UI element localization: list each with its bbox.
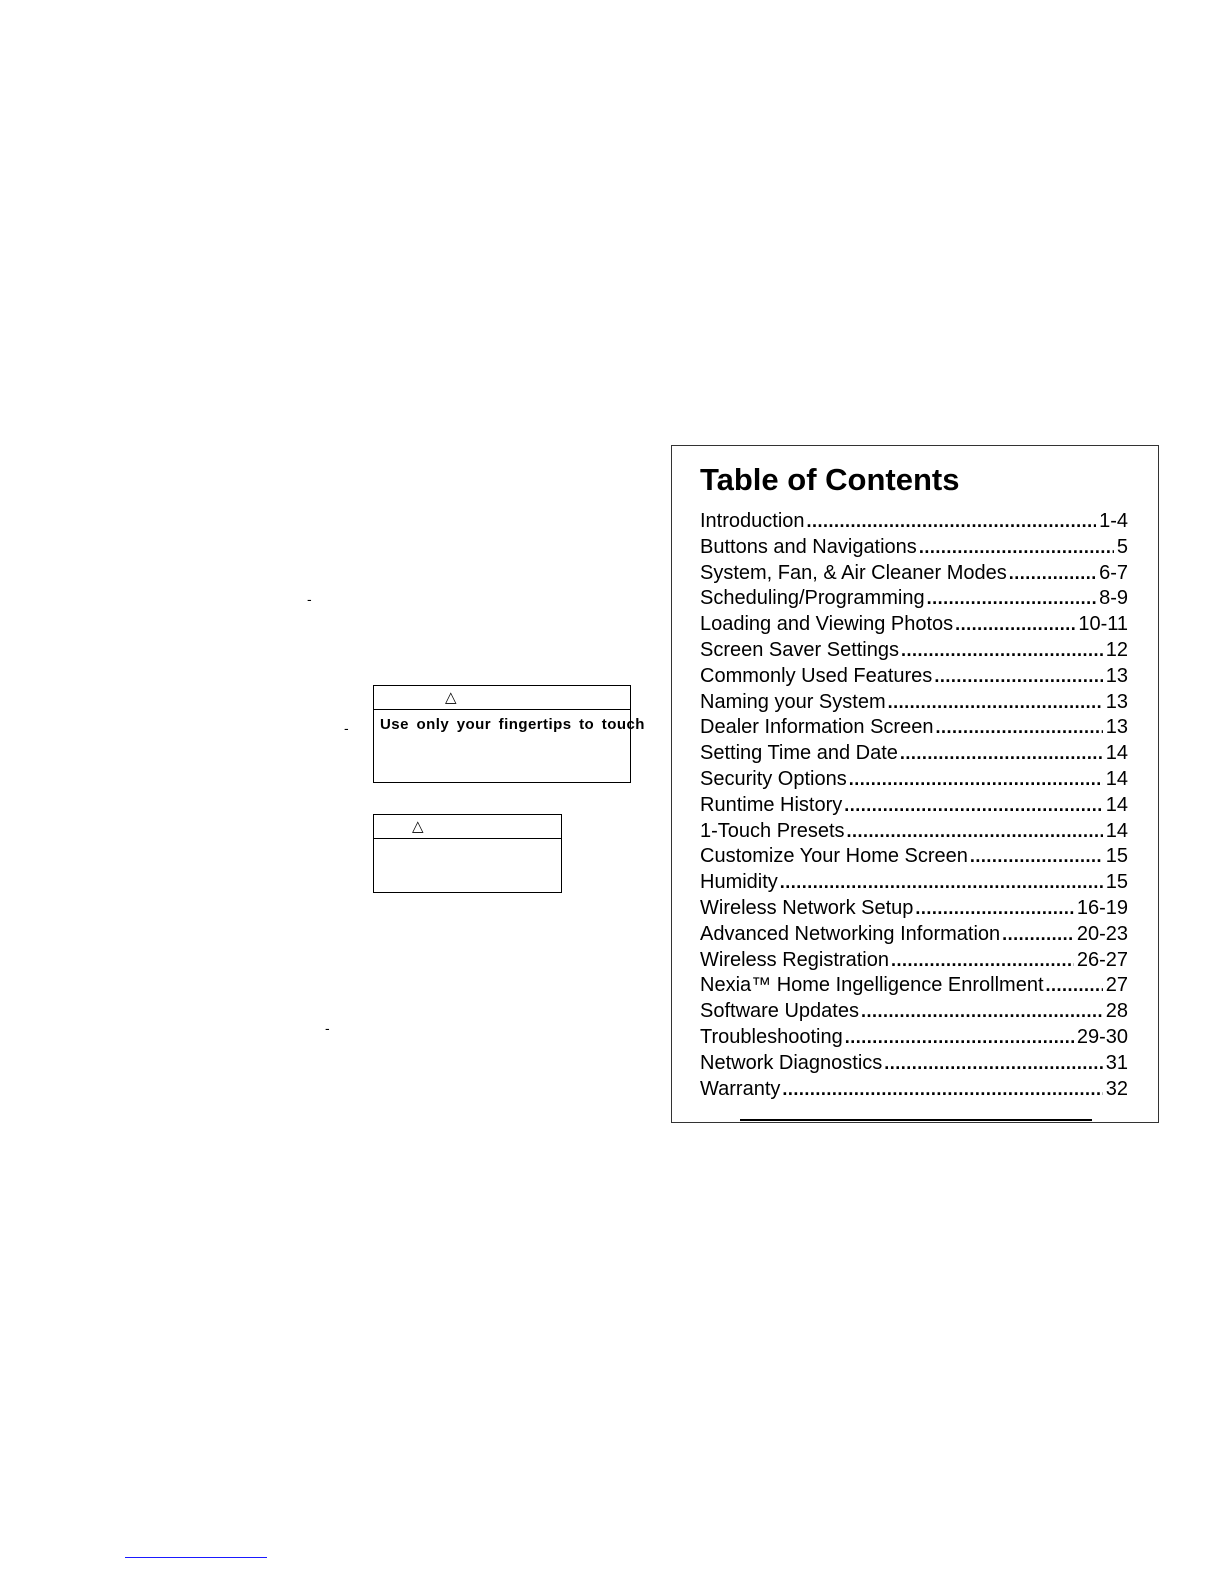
toc-entry (700, 922, 1128, 948)
toc-entry (700, 715, 1128, 741)
toc-entry (700, 586, 1128, 612)
margin-mark: - (325, 1020, 330, 1036)
toc-entry (700, 1077, 1128, 1103)
toc-entry-page: 5 (1116, 535, 1128, 558)
caution-box (373, 814, 562, 893)
toc-leader-dots (935, 715, 1102, 741)
toc-entry-label: 1-Touch Presets (700, 819, 845, 842)
toc-leader-dots (970, 844, 1103, 870)
toc-entry (700, 535, 1128, 561)
toc-entry-label: System, Fan, & Air Cleaner Modes (700, 561, 1007, 584)
toc-entry-page: 32 (1105, 1077, 1128, 1100)
toc-entry-page: 13 (1105, 664, 1128, 687)
toc-entry-label: Scheduling/Programming (700, 587, 925, 610)
toc-entry-page: 14 (1105, 819, 1128, 842)
margin-mark: - (344, 720, 349, 736)
toc-leader-dots (849, 767, 1103, 793)
caution-text (374, 839, 561, 845)
toc-entry-page: 8-9 (1099, 587, 1128, 610)
toc-entry (700, 690, 1128, 716)
toc-entry (700, 638, 1128, 664)
toc-leader-dots (955, 612, 1075, 638)
toc-entry-page: 10-11 (1078, 613, 1128, 636)
toc-leader-dots (900, 741, 1103, 767)
toc-entry (700, 741, 1128, 767)
warning-box (373, 685, 645, 783)
toc-entry (700, 819, 1128, 845)
toc-leader-dots (1002, 922, 1074, 948)
toc-entry (700, 509, 1128, 535)
toc-entry-page: 16-19 (1076, 896, 1128, 919)
toc-leader-dots (844, 793, 1102, 819)
toc-entry-page: 15 (1105, 845, 1128, 868)
toc-entry (700, 948, 1128, 974)
toc-entry-label: Security Options (700, 767, 847, 790)
toc-entry (700, 1051, 1128, 1077)
toc-entry-page: 14 (1105, 742, 1128, 765)
toc-entry-label: Dealer Information Screen (700, 716, 934, 739)
toc-entry (700, 1025, 1128, 1051)
toc-leader-dots (888, 690, 1103, 716)
toc-leader-dots (1046, 973, 1103, 999)
caution-header (374, 815, 561, 839)
toc-title: Table of Contents (700, 462, 960, 497)
toc-entry-label: Naming your System (700, 690, 886, 713)
toc-entry (700, 793, 1128, 819)
toc-entry-page: 14 (1105, 793, 1128, 816)
toc-entry-label: Software Updates (700, 1000, 859, 1023)
toc-leader-dots (934, 664, 1102, 690)
toc-leader-dots (782, 1077, 1102, 1103)
toc-entry-label: Screen Saver Settings (700, 638, 899, 661)
toc-entry (700, 664, 1128, 690)
toc-entry-page: 6-7 (1099, 561, 1128, 584)
toc-leader-dots (1009, 561, 1096, 587)
toc-entry-page: 15 (1105, 871, 1128, 894)
toc-leader-dots (845, 1025, 1074, 1051)
toc-entry-page: 12 (1105, 638, 1128, 661)
toc-entry-page: 28 (1105, 1000, 1128, 1023)
toc-entry-label: Humidity (700, 871, 778, 894)
toc-entry (700, 844, 1128, 870)
toc-entry-page: 31 (1105, 1051, 1128, 1074)
toc-entry-page: 29-30 (1076, 1025, 1128, 1048)
toc-leader-dots (847, 819, 1103, 845)
table-of-contents (671, 445, 1159, 1123)
toc-leader-dots (807, 509, 1097, 535)
toc-entry-label: Nexia™ Home Ingelligence Enrollment (700, 974, 1044, 997)
toc-entry (700, 767, 1128, 793)
toc-entry (700, 561, 1128, 587)
toc-entry-page: 13 (1105, 716, 1128, 739)
toc-entry-label: Network Diagnostics (700, 1051, 883, 1074)
toc-entry-page: 26-27 (1076, 948, 1128, 971)
toc-entry (700, 973, 1128, 999)
margin-mark: - (307, 591, 312, 607)
toc-leader-dots (927, 586, 1097, 612)
footer-rule (125, 1557, 267, 1558)
toc-entry-label: Advanced Networking Information (700, 922, 1001, 945)
toc-entry-label: Loading and Viewing Photos (700, 613, 954, 636)
toc-entry-label: Wireless Network Setup (700, 896, 914, 919)
toc-entry-page: 20-23 (1076, 922, 1128, 945)
toc-leader-dots (901, 638, 1103, 664)
toc-leader-dots (915, 896, 1073, 922)
toc-entry-label: Customize Your Home Screen (700, 845, 968, 868)
toc-entry (700, 999, 1128, 1025)
toc-entry-label: Introduction (700, 510, 805, 532)
toc-entry-label: Setting Time and Date (700, 742, 898, 765)
toc-entry (700, 870, 1128, 896)
toc-entry-label: Warranty (700, 1077, 781, 1100)
warning-text: Use only your fingertips to touch (380, 716, 645, 733)
toc-leader-dots (861, 999, 1103, 1025)
toc-entry-label: Buttons and Navigations (700, 535, 917, 558)
toc-entry-label: Wireless Registration (700, 948, 889, 971)
toc-entry-label: Troubleshooting (700, 1025, 843, 1048)
toc-entry (700, 896, 1128, 922)
toc-leader-dots (884, 1051, 1102, 1077)
toc-leader-dots (780, 870, 1103, 896)
toc-entry-page: 14 (1105, 767, 1128, 790)
toc-entry-page: 27 (1105, 974, 1128, 997)
warning-icon: △ (445, 688, 457, 706)
toc-entry-label: Commonly Used Features (700, 664, 933, 687)
toc-entry-page: 13 (1105, 690, 1128, 713)
toc-entry-page: 1-4 (1099, 510, 1128, 532)
warning-header (374, 686, 630, 710)
toc-entry-label: Runtime History (700, 793, 843, 816)
toc-entry (700, 612, 1128, 638)
toc-bottom-rule (740, 1119, 1092, 1121)
toc-list (700, 509, 1128, 1102)
toc-leader-dots (919, 535, 1114, 561)
toc-leader-dots (891, 948, 1074, 974)
warning-icon: △ (412, 817, 424, 835)
